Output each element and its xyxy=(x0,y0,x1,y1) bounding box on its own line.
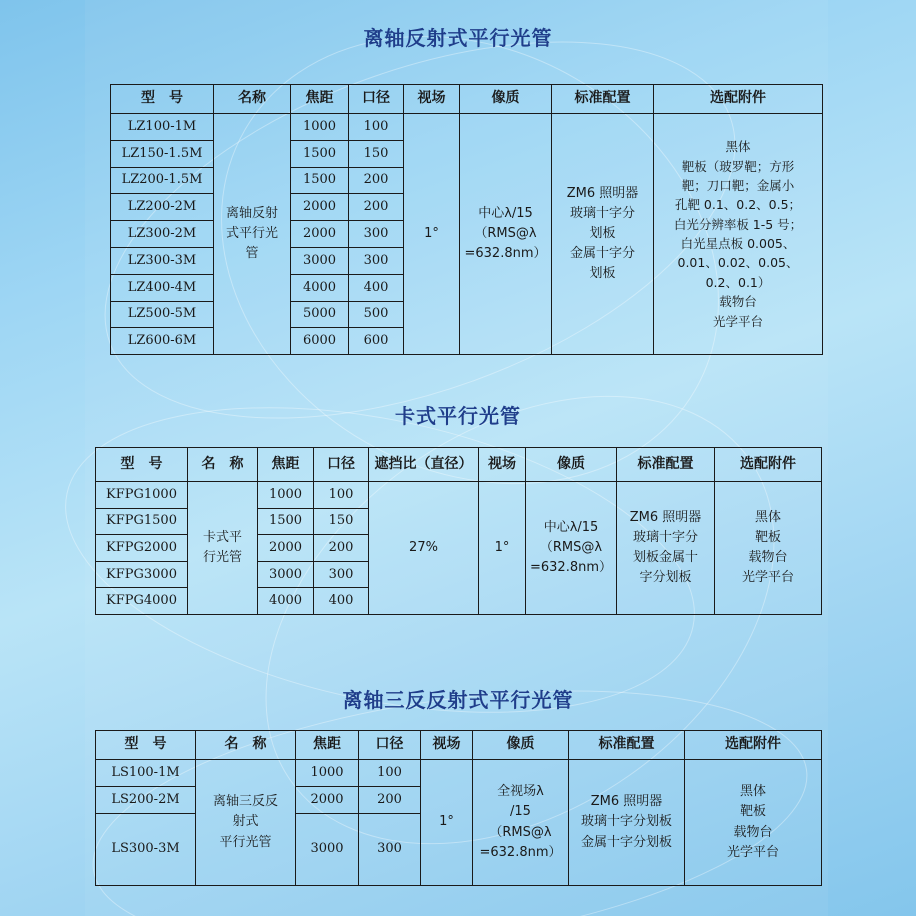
fov-cell: 1° xyxy=(404,114,460,355)
quality-cell: 全视场λ /15 （RMS@λ =632.8nm） xyxy=(473,760,569,886)
model-cell: LZ300-2M xyxy=(111,221,214,248)
aperture-cell: 500 xyxy=(349,301,404,328)
header-quality: 像质 xyxy=(526,448,617,482)
optional-accessories-cell: 黑体 靶板 载物台 光学平台 xyxy=(685,760,822,886)
table-title-three-mirror: 离轴三反反射式平行光管 xyxy=(342,688,574,712)
name-cell: 离轴反射 式平行光 管 xyxy=(214,114,291,355)
header-quality: 像质 xyxy=(460,85,552,114)
focal-cell: 2000 xyxy=(258,535,314,562)
focal-cell: 1500 xyxy=(258,508,314,535)
three-mirror-collimator-table xyxy=(95,730,822,886)
model-cell: LS200-2M xyxy=(96,787,196,814)
quality-cell: 中心λ/15 （RMS@λ =632.8nm） xyxy=(460,114,552,355)
header-aperture: 口径 xyxy=(349,85,404,114)
standard-config-cell: ZM6 照明器 玻璃十字分 划板金属十 字分划板 xyxy=(617,482,715,615)
header-options: 选配附件 xyxy=(685,731,822,760)
model-cell: LZ200-1.5M xyxy=(111,167,214,194)
fov-cell: 1° xyxy=(421,760,473,886)
focal-cell: 4000 xyxy=(291,274,349,301)
focal-cell: 3000 xyxy=(291,247,349,274)
header-standard: 标准配置 xyxy=(569,731,685,760)
off-axis-collimator-table xyxy=(110,84,823,355)
header-options: 选配附件 xyxy=(715,448,822,482)
header-focal: 焦距 xyxy=(258,448,314,482)
focal-cell: 1500 xyxy=(291,140,349,167)
aperture-cell: 300 xyxy=(314,561,369,588)
header-standard: 标准配置 xyxy=(552,85,654,114)
aperture-cell: 150 xyxy=(349,140,404,167)
fov-cell: 1° xyxy=(479,482,526,615)
aperture-cell: 600 xyxy=(349,328,404,355)
model-cell: KFPG1500 xyxy=(96,508,188,535)
cassegrain-collimator-table xyxy=(95,447,822,615)
name-cell: 卡式平 行光管 xyxy=(188,482,258,615)
aperture-cell: 100 xyxy=(359,760,421,787)
header-row xyxy=(96,448,822,482)
aperture-cell: 300 xyxy=(349,247,404,274)
header-row xyxy=(96,731,822,760)
aperture-cell: 400 xyxy=(314,588,369,615)
aperture-cell: 100 xyxy=(349,114,404,141)
header-options: 选配附件 xyxy=(654,85,823,114)
focal-cell: 6000 xyxy=(291,328,349,355)
header-fov: 视场 xyxy=(404,85,460,114)
header-model: 型 号 xyxy=(96,731,196,760)
quality-cell: 中心λ/15 （RMS@λ =632.8nm） xyxy=(526,482,617,615)
model-cell: KFPG1000 xyxy=(96,482,188,509)
header-obstruction: 遮挡比（直径） xyxy=(369,448,479,482)
header-fov: 视场 xyxy=(421,731,473,760)
model-cell: LZ500-5M xyxy=(111,301,214,328)
table-row xyxy=(96,760,822,787)
aperture-cell: 300 xyxy=(349,221,404,248)
model-cell: LZ400-4M xyxy=(111,274,214,301)
table-title-off-axis: 离轴反射式平行光管 xyxy=(363,26,553,50)
header-standard: 标准配置 xyxy=(617,448,715,482)
model-cell: KFPG3000 xyxy=(96,561,188,588)
header-name: 名 称 xyxy=(196,731,296,760)
header-aperture: 口径 xyxy=(314,448,369,482)
aperture-cell: 200 xyxy=(349,167,404,194)
aperture-cell: 300 xyxy=(359,814,421,886)
header-name: 名称 xyxy=(214,85,291,114)
header-fov: 视场 xyxy=(479,448,526,482)
aperture-cell: 400 xyxy=(349,274,404,301)
header-focal: 焦距 xyxy=(296,731,359,760)
aperture-cell: 200 xyxy=(359,787,421,814)
header-model: 型 号 xyxy=(111,85,214,114)
focal-cell: 5000 xyxy=(291,301,349,328)
header-quality: 像质 xyxy=(473,731,569,760)
name-cell: 离轴三反反 射式 平行光管 xyxy=(196,760,296,886)
aperture-cell: 200 xyxy=(314,535,369,562)
header-row xyxy=(111,85,823,114)
focal-cell: 1000 xyxy=(258,482,314,509)
model-cell: LS300-3M xyxy=(96,814,196,886)
model-cell: LZ100-1M xyxy=(111,114,214,141)
header-focal: 焦距 xyxy=(291,85,349,114)
model-cell: LZ150-1.5M xyxy=(111,140,214,167)
optional-accessories-cell: 黑体 靶板 载物台 光学平台 xyxy=(715,482,822,615)
focal-cell: 3000 xyxy=(258,561,314,588)
table-row xyxy=(111,114,823,141)
model-cell: LZ200-2M xyxy=(111,194,214,221)
focal-cell: 1000 xyxy=(291,114,349,141)
focal-cell: 2000 xyxy=(291,194,349,221)
model-cell: KFPG4000 xyxy=(96,588,188,615)
header-aperture: 口径 xyxy=(359,731,421,760)
standard-config-cell: ZM6 照明器 玻璃十字分划板 金属十字分划板 xyxy=(569,760,685,886)
model-cell: LS100-1M xyxy=(96,760,196,787)
obstruction-cell: 27% xyxy=(369,482,479,615)
aperture-cell: 100 xyxy=(314,482,369,509)
model-cell: KFPG2000 xyxy=(96,535,188,562)
header-model: 型 号 xyxy=(96,448,188,482)
focal-cell: 1500 xyxy=(291,167,349,194)
standard-config-cell: ZM6 照明器 玻璃十字分 划板 金属十字分 划板 xyxy=(552,114,654,355)
focal-cell: 2000 xyxy=(296,787,359,814)
model-cell: LZ300-3M xyxy=(111,247,214,274)
optional-accessories-cell: 黑体 靶板（玻罗靶；方形 靶；刀口靶；金属小 孔靶 0.1、0.2、0.5； 白光分辨率板 1-5 号； 白光星点板 0.005、 0.01、0.02、0.05、 0.2、0.1） 载物台 光学平台 xyxy=(654,114,823,355)
table-title-cassegrain: 卡式平行光管 xyxy=(395,404,521,428)
header-name: 名 称 xyxy=(188,448,258,482)
aperture-cell: 150 xyxy=(314,508,369,535)
focal-cell: 2000 xyxy=(291,221,349,248)
focal-cell: 4000 xyxy=(258,588,314,615)
focal-cell: 3000 xyxy=(296,814,359,886)
focal-cell: 1000 xyxy=(296,760,359,787)
model-cell: LZ600-6M xyxy=(111,328,214,355)
aperture-cell: 200 xyxy=(349,194,404,221)
table-row xyxy=(96,482,822,509)
